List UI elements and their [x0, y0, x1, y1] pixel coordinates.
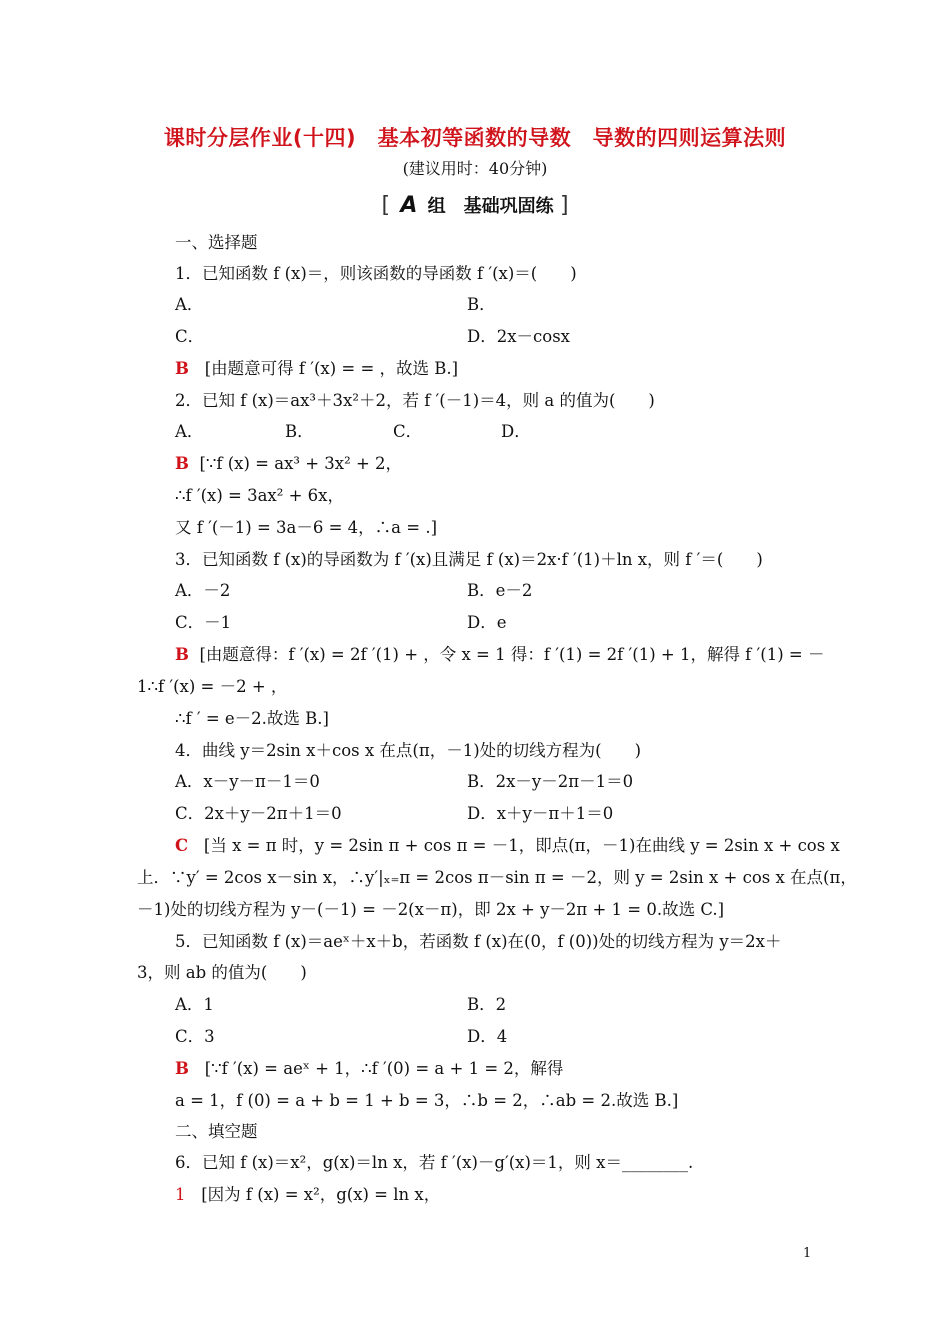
q5-solution-2: a = 1，f (0) = a + b = 1 + b = 3，∴b = 2，∴ab = 2.故选 B.] — [175, 1091, 679, 1110]
q5-options-ab — [175, 994, 507, 1016]
q5-answer: B — [175, 1059, 189, 1078]
q5-option-c: C．3 — [175, 1027, 215, 1046]
q4-solution-2: 上．∵y′ = 2cos x－sin x，∴y′|ₓ₌π = 2cos π－sin π = －2，则 y = 2sin x + cos x 在点(π， — [137, 868, 857, 887]
bracket-right: ] — [559, 193, 569, 218]
q4-option-c: C．2x＋y－2π＋1＝0 — [175, 804, 342, 823]
q3-solution-2: 1∴f ′(x) = －2 + ， — [137, 677, 288, 696]
q2-solution-3: 又 f ′(－1) = 3a－6 = 4，∴a = .] — [175, 518, 438, 537]
q2-option-c: C． — [393, 422, 423, 441]
q5-solution-1 — [175, 1058, 563, 1080]
q3-option-c: C．－1 — [175, 613, 232, 632]
q1-option-d: D．2x－cosx — [467, 327, 570, 346]
group-label: 组 基础巩固练 — [427, 196, 554, 217]
q2-solution-2: ∴f ′(x) = 3ax² + 6x， — [175, 486, 344, 505]
q1-solution — [175, 358, 458, 380]
bracket-left: [ — [381, 193, 391, 218]
q2-stem: 2．已知 f (x)＝ax³＋3x²＋2，若 f ′(－1)＝4，则 a 的值为( ) — [175, 391, 655, 410]
q2-solution-text-1: [∵f (x) = ax³ + 3x² + 2， — [199, 454, 403, 473]
q1-answer: B — [175, 359, 189, 378]
q3-solution-1 — [175, 644, 824, 666]
suggested-time: (建议用时：40分钟) — [402, 159, 548, 178]
q4-answer: C — [175, 836, 189, 855]
q6-stem: 6．已知 f (x)＝x²，g(x)＝ln x，若 f ′(x)－g′(x)＝1，则 x＝________. — [175, 1153, 694, 1172]
group-header — [0, 192, 950, 218]
q5-options-cd — [175, 1026, 508, 1048]
section-heading-2: 二、填空题 — [175, 1122, 258, 1141]
q1-option-c: C． — [175, 327, 205, 346]
q5-stem-1: 5．已知函数 f (x)＝aeˣ＋x＋b，若函数 f (x)在(0，f (0))处的切线方程为 y＝2x＋ — [175, 932, 782, 951]
q2-answer: B — [175, 454, 189, 473]
q3-answer: B — [175, 645, 189, 664]
q6-answer: 1 — [175, 1185, 186, 1204]
page-title: 课时分层作业(十四) 基本初等函数的导数 导数的四则运算法则 — [163, 126, 787, 150]
q5-option-a: A．1 — [175, 995, 214, 1014]
q2-option-b: B． — [285, 422, 314, 441]
q4-option-a: A．x－y－π－1＝0 — [175, 772, 320, 791]
section-heading: 一、选择题 — [175, 233, 258, 252]
q5-solution-text-1: [∵f ′(x) = aeˣ + 1，∴f ′(0) = a + 1 = 2，解得 — [204, 1059, 564, 1078]
q2-solution-1 — [175, 453, 402, 475]
group-letter: A — [400, 193, 418, 218]
q3-option-d: D．e — [467, 613, 507, 632]
q2-option-d: D． — [501, 422, 531, 441]
q4-option-b: B．2x－y－2π－1＝0 — [467, 772, 634, 791]
q1-option-a: A． — [175, 295, 204, 314]
q3-options-ab — [175, 580, 533, 602]
q2-option-a: A． — [175, 422, 204, 441]
q4-solution-3: －1)处的切线方程为 y－(－1) = －2(x－π)，即 2x + y－2π + 1 = 0.故选 C.] — [137, 900, 725, 919]
q1-option-b: B． — [467, 295, 496, 314]
q4-solution-text-1: [当 x = π 时，y = 2sin π + cos π = －1，即点(π，－1)在曲线 y = 2sin x + cos x — [203, 836, 840, 855]
q4-stem: 4．曲线 y＝2sin x＋cos x 在点(π，－1)处的切线方程为( ) — [175, 741, 642, 760]
q1-solution-text: [由题意可得 f ′(x) = = ，故选 B.] — [204, 359, 459, 378]
q3-solution-text-1: [由题意得：f ′(x) = 2f ′(1) + ，令 x = 1 得：f ′(1) = 2f ′(1) + 1，解得 f ′(1) = － — [199, 645, 825, 664]
page-number: 1 — [803, 1246, 812, 1261]
q1-options-ab — [175, 294, 496, 316]
q3-stem: 3．已知函数 f (x)的导函数为 f ′(x)且满足 f (x)＝2x·f ′(1)＋ln x，则 f ′＝( ) — [175, 550, 763, 569]
q1-stem: 1．已知函数 f (x)＝，则该函数的导函数 f ′(x)＝( ) — [175, 264, 577, 283]
q4-options-cd — [175, 803, 614, 825]
q3-option-a: A．－2 — [175, 581, 231, 600]
q6-solution-text: [因为 f (x) = x²，g(x) = ln x， — [201, 1185, 441, 1204]
q3-solution-3: ∴f ′ = e－2.故选 B.] — [175, 709, 329, 728]
q5-option-d: D．4 — [467, 1027, 508, 1046]
q4-options-ab — [175, 771, 634, 793]
q3-option-b: B．e－2 — [467, 581, 533, 600]
q4-solution-1 — [175, 835, 840, 857]
q4-option-d: D．x＋y－π＋1＝0 — [467, 804, 614, 823]
q5-option-b: B．2 — [467, 995, 507, 1014]
q5-stem-2: 3，则 ab 的值为( ) — [137, 963, 307, 982]
q1-options-cd — [175, 326, 570, 348]
q6-solution — [175, 1184, 440, 1206]
q3-options-cd — [175, 612, 507, 634]
